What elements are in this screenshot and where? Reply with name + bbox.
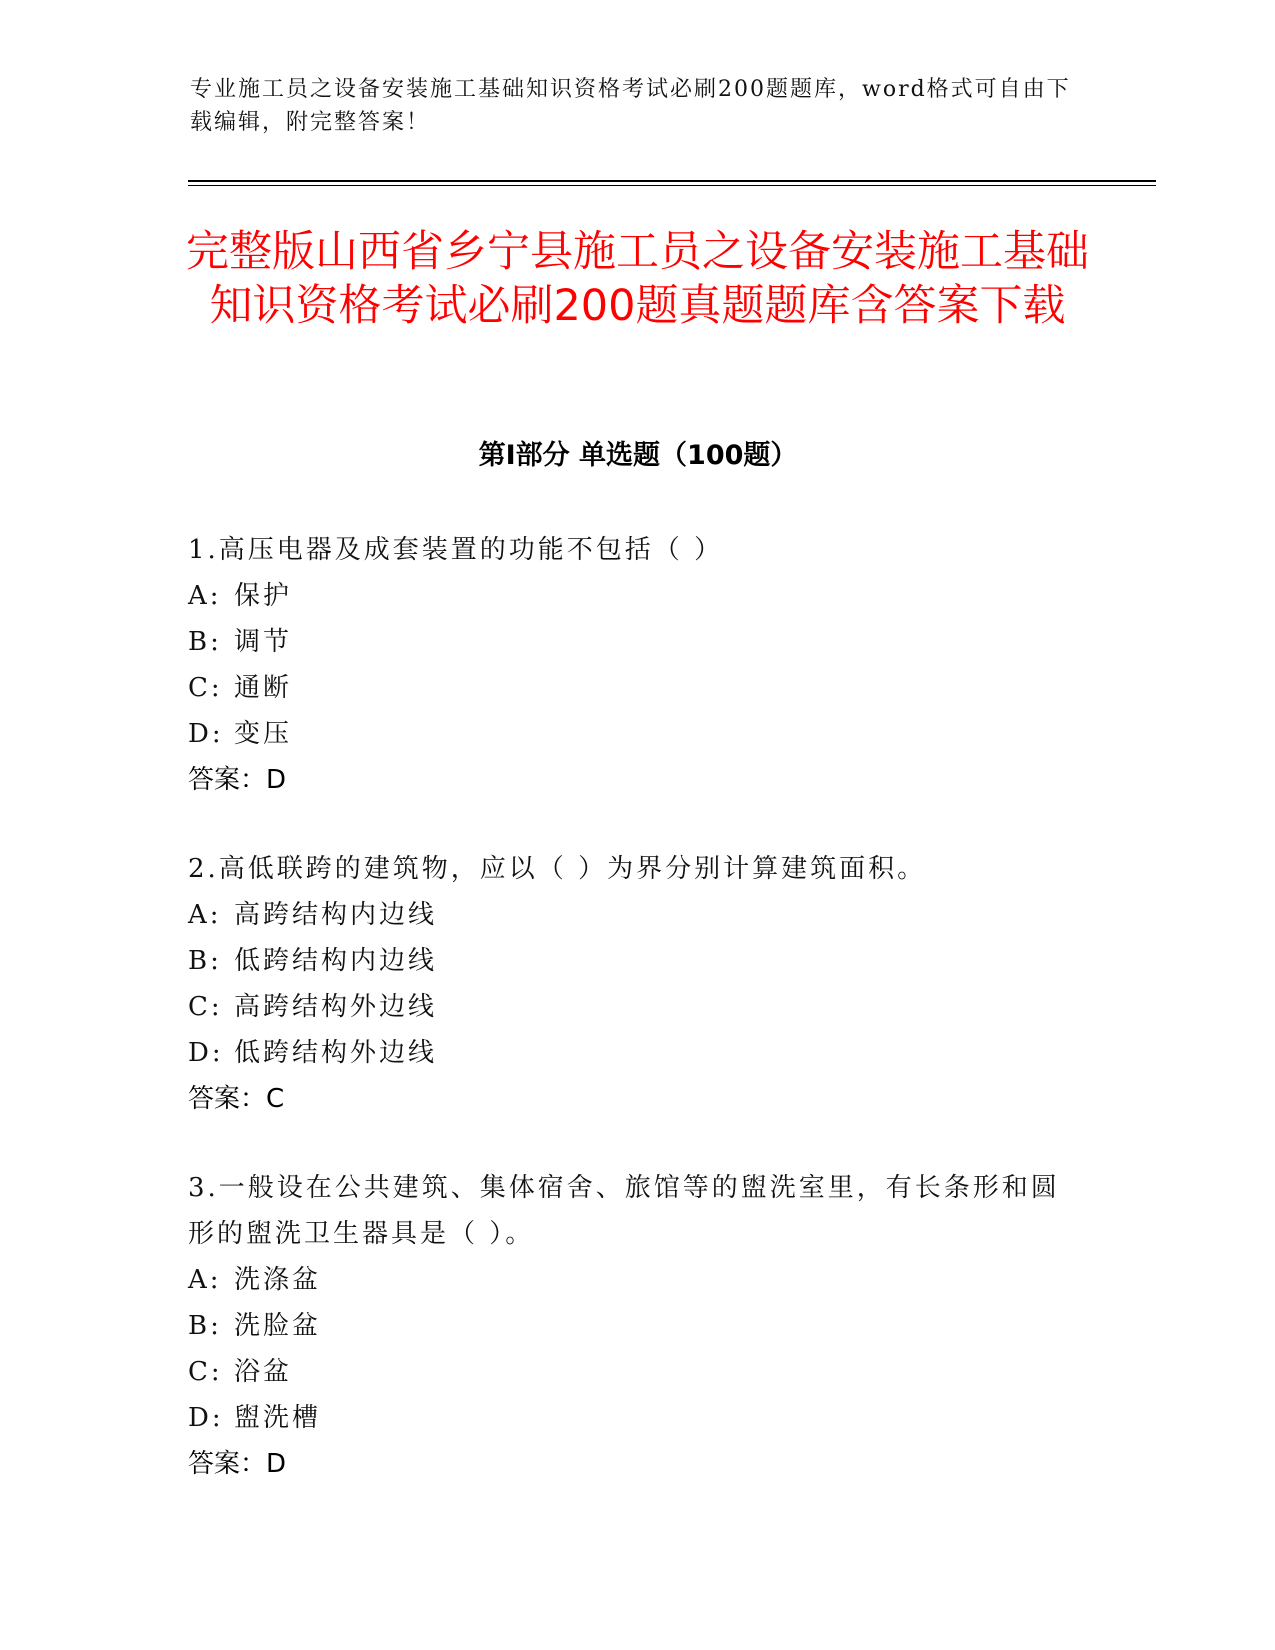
option-letter: A:: [188, 581, 222, 611]
header-divider-thin: [188, 185, 1156, 186]
option-a: [188, 573, 1088, 619]
option-letter: D:: [188, 1403, 224, 1433]
option-letter: D:: [188, 1038, 224, 1068]
header-note: 专业施工员之设备安装施工基础知识资格考试必刷200题题库，word格式可自由下载编辑，附完整答案！: [190, 77, 1071, 135]
question-3: [188, 1165, 1088, 1487]
document-title: 完整版山西省乡宁县施工员之设备安装施工基础知识资格考试必刷200题真题题库含答案下载: [186, 227, 1089, 331]
question-stem: 2.高低联跨的建筑物，应以（ ）为界分别计算建筑面积。: [188, 854, 927, 884]
option-d: [188, 1395, 1088, 1441]
option-text: 保护: [234, 581, 293, 611]
option-b: [188, 1303, 1088, 1349]
option-text: 洗脸盆: [234, 1311, 322, 1341]
option-text: 通断: [234, 673, 293, 703]
option-text: 变压: [234, 719, 293, 749]
option-c: [188, 665, 1088, 711]
section-heading: 第Ⅰ部分 单选题（100题）: [478, 440, 798, 471]
option-letter: A:: [188, 1265, 222, 1295]
option-text: 盥洗槽: [234, 1403, 322, 1433]
question-stem: 3.一般设在公共建筑、集体宿舍、旅馆等的盥洗室里，有长条形和圆形的盥洗卫生器具是（ ）。: [188, 1173, 1060, 1249]
option-text: 高跨结构内边线: [234, 900, 438, 930]
option-b: [188, 619, 1088, 665]
option-c: [188, 984, 1088, 1030]
option-letter: C:: [188, 1357, 223, 1387]
option-a: [188, 1257, 1088, 1303]
answer-line: 答案：C: [188, 1084, 285, 1114]
option-text: 高跨结构外边线: [234, 992, 438, 1022]
option-text: 低跨结构外边线: [234, 1038, 438, 1068]
option-text: 调节: [234, 627, 293, 657]
option-c: [188, 1349, 1088, 1395]
option-letter: B:: [188, 627, 222, 657]
question-2: [188, 846, 1088, 1122]
option-text: 低跨结构内边线: [234, 946, 438, 976]
option-letter: B:: [188, 946, 222, 976]
option-text: 浴盆: [234, 1357, 293, 1387]
question-stem: 1.高压电器及成套装置的功能不包括（ ）: [188, 535, 724, 565]
option-letter: D:: [188, 719, 224, 749]
option-letter: C:: [188, 992, 223, 1022]
header-divider-thick: [188, 180, 1156, 182]
option-b: [188, 938, 1088, 984]
answer-line: 答案：D: [188, 765, 287, 795]
option-letter: B:: [188, 1311, 222, 1341]
option-d: [188, 1030, 1088, 1076]
option-letter: A:: [188, 900, 222, 930]
option-letter: C:: [188, 673, 223, 703]
option-d: [188, 711, 1088, 757]
answer-line: 答案：D: [188, 1449, 287, 1479]
question-1: [188, 527, 1088, 803]
option-a: [188, 892, 1088, 938]
option-text: 洗涤盆: [234, 1265, 322, 1295]
